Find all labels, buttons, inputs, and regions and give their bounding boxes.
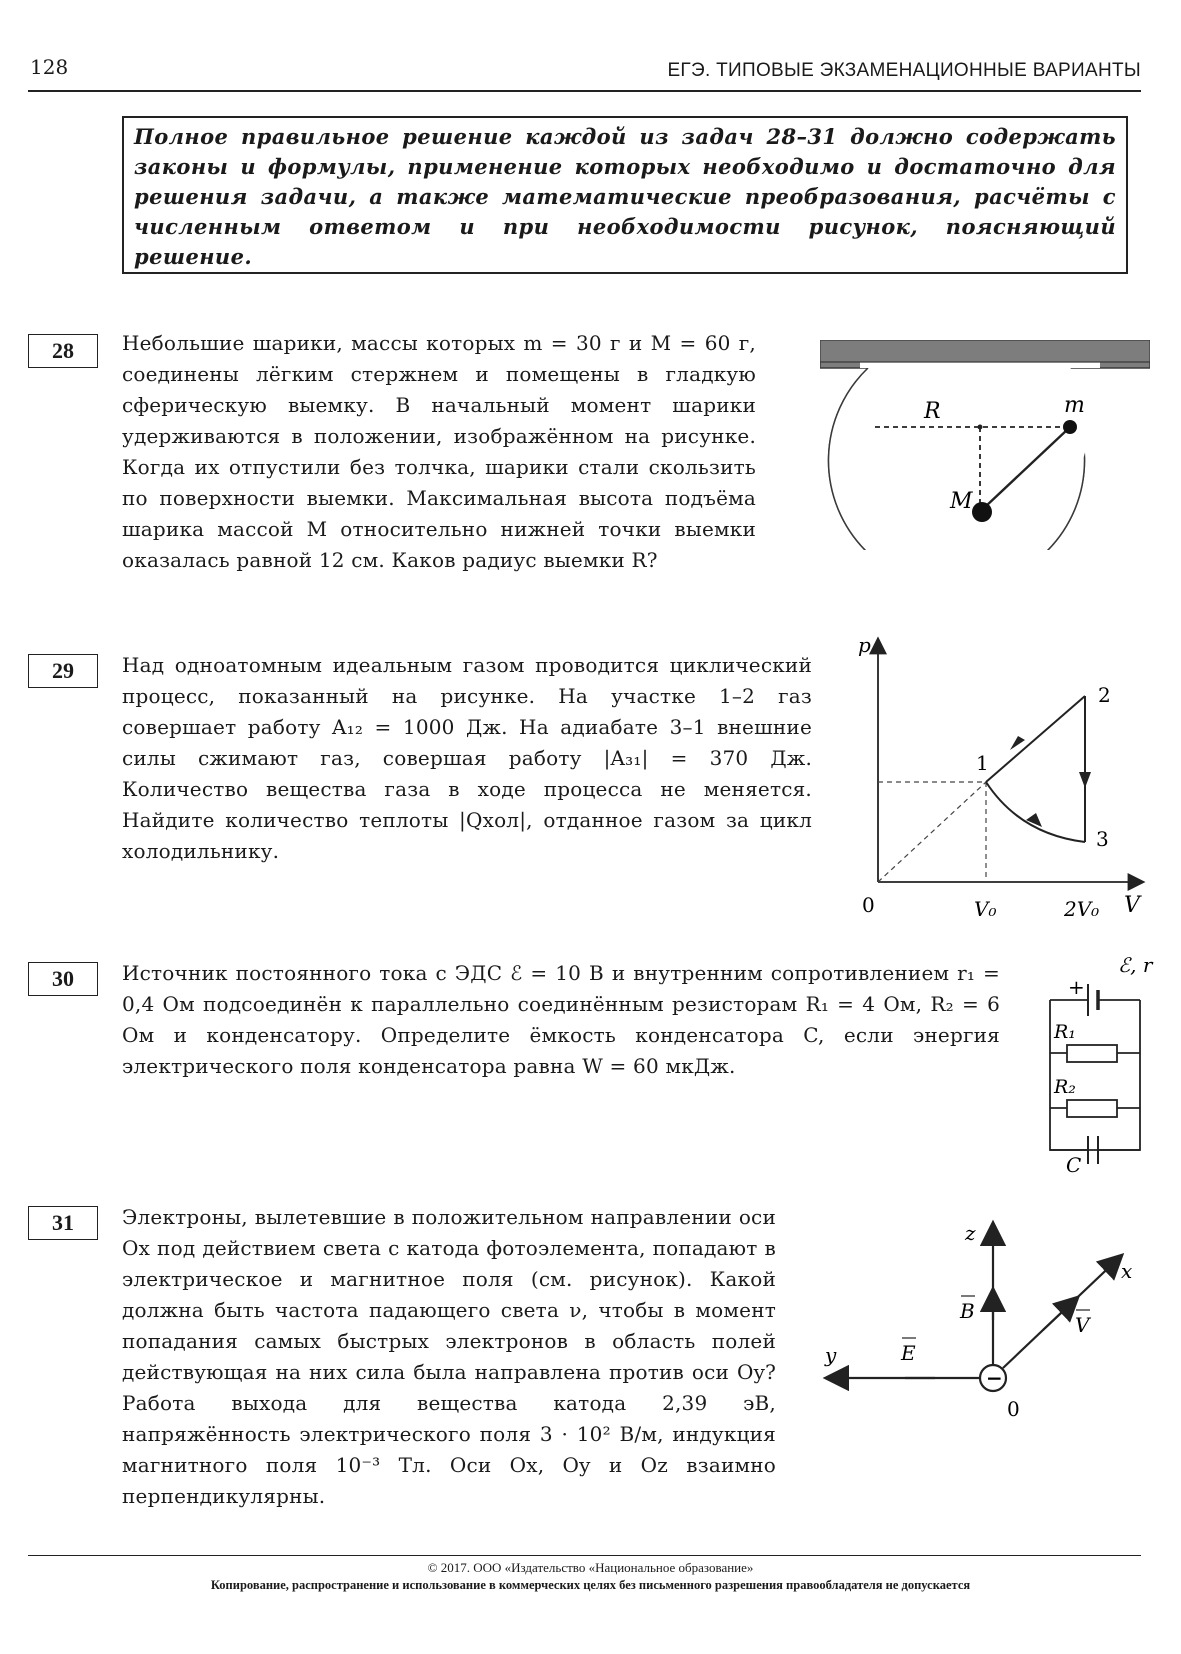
task-29-figure [850, 630, 1160, 930]
label-R1: R₁ [1054, 1021, 1076, 1043]
arrow-2-3 [1079, 772, 1091, 788]
task-30-text: Источник постоянного тока с ЭДС ℰ = 10 В и внутренним сопротивлением r₁ = 0,4 Ом подсоединён к параллельно соединённым резисторам R₁ = 4 Ом, R₂ = 6 Ом и конденсатору. Определите ёмкость конденсатора C, если энергия электрического поля конденсатора равна W = 60 мкДж. [122, 961, 1000, 1078]
page-number: 128 [30, 55, 69, 79]
instruction-box: Полное правильное решение каждой из задач 28–31 должно содержать законы и формулы, применение которых необходимо и достаточно для решения задачи, а также математические преобразования, расчёты с численным ответом и при необходимости рисунок, поясняющий решение. [122, 116, 1128, 274]
resistor-R2 [1067, 1100, 1117, 1117]
task-31-number: 31 [28, 1206, 98, 1240]
footer-notice: Копирование, распространение и использование в коммерческих целях без письменного разрешения правообладателя не допускается [210, 1578, 971, 1592]
arrow-3-1 [1026, 813, 1042, 827]
V-vector-marker [1043, 1298, 1077, 1330]
ball-M [972, 502, 992, 522]
arrow-1-2 [1010, 736, 1025, 750]
task-31-figure [815, 1210, 1145, 1440]
point-2-label: 2 [1098, 683, 1111, 707]
process-3-1 [986, 782, 1085, 842]
task-30-number: 30 [28, 962, 98, 996]
tick-V0: V₀ [974, 897, 997, 921]
point-3-label: 3 [1096, 827, 1109, 851]
axis-z-label: z [965, 1221, 976, 1245]
label-plus: + [1068, 975, 1085, 999]
running-head: ЕГЭ. ТИПОВЫЕ ЭКЗАМЕНАЦИОННЫЕ ВАРИАНТЫ [667, 60, 1141, 81]
axis-p-label: p [858, 633, 871, 657]
center-point [978, 425, 983, 430]
label-E: E [901, 1341, 916, 1365]
ball-m [1063, 420, 1077, 434]
header-rule [28, 90, 1141, 92]
footer-copyright: © 2017. ООО «Издательство «Национальное образование» [427, 1560, 754, 1575]
tick-2V0: 2V₀ [1064, 897, 1100, 921]
label-C: C [1066, 1153, 1082, 1177]
task-29-text: Над одноатомным идеальным газом проводится циклический процесс, показанный на рисунке. На участке 1–2 газ совершает работу A₁₂ = 1000 Дж. На адиабате 3–1 внешние силы сжимают газ, совершая работу |A₃₁| = 370 Дж. Количество вещества газа в ходе процесса не меняется. Найдите количество теплоты |Qхол|, отданное газом за цикл холодильнику. [122, 653, 812, 863]
point-1-label: 1 [976, 751, 989, 775]
axis-y-label: y [825, 1343, 837, 1367]
label-M: M [950, 489, 973, 514]
task-31-text: Электроны, вылетевшие в положительном направлении оси Ox под действием света с катода фотоэлемента, попадают в электрическое и магнитное поля (см. рисунок). Какой должна быть частота падающего света ν, чтобы в момент попадания самых быстрых электронов в область полей действующая на них сила была направлена против оси Oy? Работа выхода для вещества катода 2,39 эВ, напряжённость электрического поля 3 · 10² В/м, индукция магнитного поля 10⁻³ Тл. Оси Ox, Oy и Oz взаимно перпендикулярны. [122, 1205, 776, 1508]
origin-label: 0 [1007, 1397, 1020, 1421]
label-B: B [960, 1299, 975, 1323]
resistor-R1 [1067, 1045, 1117, 1062]
label-R2: R₂ [1054, 1076, 1076, 1098]
task-28-figure [820, 340, 1150, 550]
guide-diagonal [878, 782, 986, 882]
origin-label: 0 [862, 893, 875, 917]
label-R: R [924, 399, 941, 424]
label-V: V [1075, 1313, 1090, 1337]
task-28-text: Небольшие шарики, массы которых m = 30 г и M = 60 г, соединены лёгким стержнем и помещены в гладкую сферическую выемку. В начальный момент шарики удерживаются в положении, изображённом на рисунке. Когда их отпустили без толчка, шарики стали скользить по поверхности выемки. Максимальная высота подъёма шарика массой M относительно нижней точки выемки оказалась равной 12 см. Каков радиус выемки R? [122, 331, 756, 572]
axis-x-label: x [1121, 1259, 1133, 1283]
axis-V-label: V [1124, 893, 1140, 918]
footer-rule [28, 1555, 1141, 1556]
process-1-2 [986, 696, 1085, 782]
task-29-number: 29 [28, 654, 98, 688]
label-m: m [1064, 393, 1085, 418]
task-28-number: 28 [28, 334, 98, 368]
task-30-figure [1040, 950, 1180, 1180]
label-source: ℰ, r [1118, 953, 1153, 977]
electron-sign: − [986, 1366, 1003, 1390]
